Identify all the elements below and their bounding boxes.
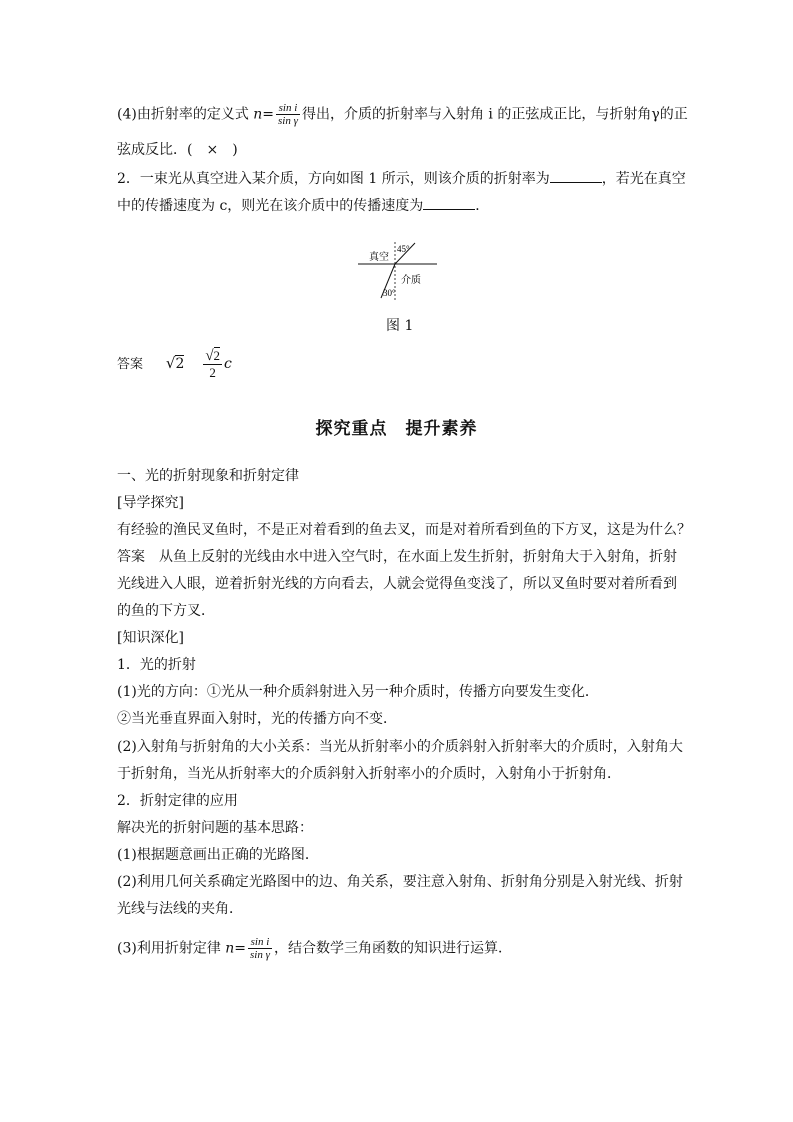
answer-label: 答案	[117, 357, 144, 372]
guide-answer-line2: 光线进入人眼，逆着折射光线的方向看去，人就会觉得鱼变浅了，所以叉鱼时要对着所看到	[117, 576, 677, 592]
q4-suffix: 得出，介质的折射率与入射角 i 的正弦成正比，与折射角γ的正	[301, 106, 688, 123]
law-prefix: (3)利用折射定律	[117, 940, 226, 957]
law-frac-num: sin i	[248, 936, 272, 949]
law-n-eq: n=	[225, 940, 247, 957]
sqrt-symbol-2: √	[205, 348, 214, 364]
vacuum-label: 真空	[369, 252, 389, 263]
q4-n-eq: n=	[253, 106, 275, 123]
answer-frac-num-value: 2	[213, 348, 221, 363]
section-title: 探究重点 提升素养	[315, 419, 478, 439]
answer-c: c	[224, 356, 232, 372]
section-1-line1: (1)光的方向：①光从一种介质斜射进入另一种介质时，传播方向要发生变化．	[117, 684, 599, 700]
guide-answer-line3: 的鱼的下方叉．	[117, 603, 215, 619]
q2-line2-a: 中的传播速度为 c，则光在该介质中的传播速度为	[117, 198, 424, 214]
angle-bottom-label: 30°	[383, 288, 396, 298]
section-1-line4: 于折射角，当光从折射率大的介质斜射入折射率小的介质时，入射角小于折射角．	[117, 766, 621, 782]
law-frac-den: sin γ	[250, 949, 270, 961]
q2-line2-b: ．	[475, 198, 490, 214]
q4-fraction	[276, 102, 300, 127]
answer-frac-den: 2	[209, 365, 216, 380]
angle-top-label: 45°	[397, 244, 410, 254]
section-1-title: 1．光的折射	[117, 657, 196, 673]
medium-label: 介质	[401, 275, 421, 286]
section-2-intro: 解决光的折射问题的基本思路：	[117, 820, 313, 836]
part1-heading: 一、光的折射现象和折射定律	[117, 468, 299, 484]
q4-frac-den: sin γ	[278, 115, 298, 127]
q4-line1	[117, 102, 688, 127]
law-fraction	[248, 936, 272, 961]
q2-line1-a: 2．一束光从真空进入某介质，方向如图 1 所示，则该介质的折射率为	[117, 171, 550, 187]
q4-line2: 弦成反比．( × )	[117, 142, 238, 158]
answer-fraction	[203, 348, 222, 380]
section-1-line2: ②当光垂直界面入射时，光的传播方向不变．	[117, 711, 397, 727]
q4-prefix: (4)由折射率的定义式	[117, 106, 254, 123]
answer-frac-num	[203, 348, 222, 365]
q2-line1-b: ，若光在真空	[601, 171, 686, 187]
guide-answer-line1: 答案 从鱼上反射的光线由水中进入空气时，在水面上发生折射，折射角大于入射角，折射	[117, 549, 677, 565]
q2-line2	[117, 195, 489, 216]
section-2-line2: (2)利用几何关系确定光路图中的边、角关系，要注意入射角、折射角分别是入射光线、折射	[117, 874, 683, 890]
deepen-label: [知识深化]	[117, 630, 184, 646]
guide-question: 有经验的渔民叉鱼时，不是正对着看到的鱼去叉，而是对着所看到鱼的下方叉，这是为什么？	[117, 522, 691, 538]
guide-label: [导学探究]	[117, 495, 184, 511]
q4-frac-num: sin i	[276, 102, 300, 115]
section-1-line3: (2)入射角与折射角的大小关系：当光从折射率小的介质斜射入折射率大的介质时，入射角大	[117, 739, 683, 755]
section-2-line4	[117, 936, 512, 961]
section-2-line1: (1)根据题意画出正确的光路图．	[117, 847, 319, 863]
q2-line1	[117, 168, 686, 189]
answer-blank-2[interactable]	[423, 195, 475, 210]
section-2-line3: 光线与法线的夹角．	[117, 901, 243, 917]
section-2-title: 2．折射定律的应用	[117, 793, 238, 809]
answer-sqrt2: 2	[175, 356, 185, 372]
law-suffix: ，结合数学三角函数的知识进行运算．	[273, 940, 512, 957]
sqrt-symbol: √	[165, 354, 176, 372]
refraction-diagram	[355, 238, 445, 302]
answer-blank-1[interactable]	[550, 168, 602, 183]
figure-caption: 图 1	[386, 318, 414, 334]
answer-line	[117, 348, 232, 380]
